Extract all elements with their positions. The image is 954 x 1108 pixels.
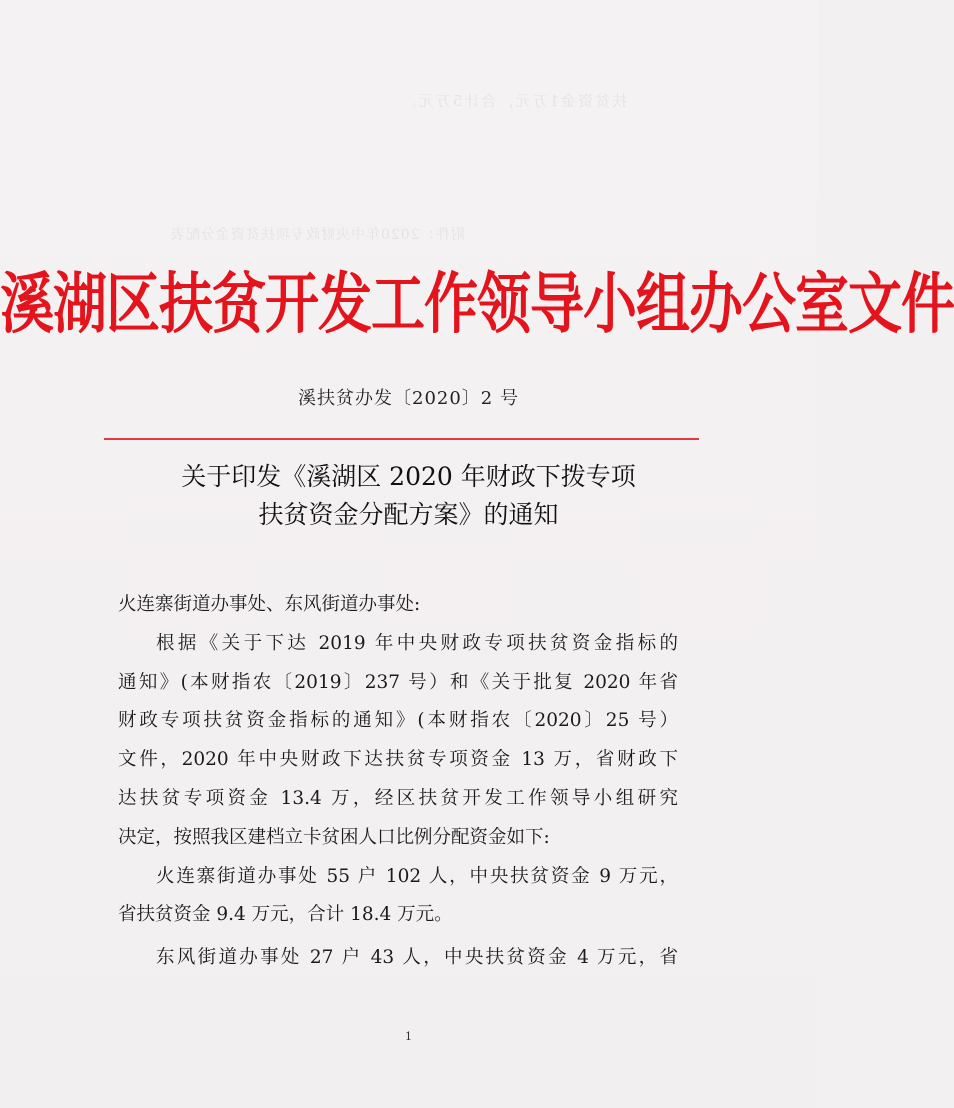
paragraph-line: 财政专项扶贫资金指标的通知》(本财指农〔2020〕25 号） (118, 710, 678, 732)
document-number: 溪扶贫办发〔2020〕2 号 (298, 388, 519, 409)
bleed-through-text-2: 附件：2020年中央财政专项扶贫资金分配表 (170, 227, 465, 243)
paragraph-line: 通知》(本财指农〔2019〕237 号）和《关于批复 2020 年省 (118, 671, 678, 693)
paragraph-line: 省扶贫资金 9.4 万元，合计 18.4 万元。 (118, 904, 453, 926)
notice-title (0, 458, 817, 534)
paragraph-line: 根据《关于下达 2019 年中央财政专项扶贫资金指标的 (156, 632, 678, 654)
page-number: 1 (405, 1030, 412, 1043)
paragraph-line: 决定，按照我区建档立卡贫困人口比例分配资金如下: (118, 826, 550, 848)
document-body (118, 586, 678, 978)
paragraph-funding-basis (118, 625, 678, 858)
addressee: 火连寨街道办事处、东风街道办事处: (118, 594, 421, 615)
paragraph-huolianzhai-allocation (118, 858, 678, 936)
paragraph-line: 火连寨街道办事处 55 户 102 人，中央扶贫资金 9 万元， (156, 865, 678, 887)
paragraph-line: 文件，2020 年中央财政下达扶贫专项资金 13 万，省财政下 (118, 749, 678, 771)
paragraph-dongfeng-allocation (118, 939, 678, 978)
notice-title-line-1: 关于印发《溪湖区 2020 年财政下拨专项 (181, 462, 636, 491)
red-header-title: 溪湖区扶贫开发工作领导小组办公室文件 (0, 265, 954, 343)
red-divider-line (104, 438, 699, 440)
paragraph-line: 东风街道办事处 27 户 43 人，中央扶贫资金 4 万元，省 (156, 947, 678, 969)
bleed-through-text-1: 扶贫资金1万元，合计5万元。 (400, 92, 628, 110)
notice-title-line-2: 扶贫资金分配方案》的通知 (258, 500, 559, 529)
paragraph-line: 达扶贫专项资金 13.4 万，经区扶贫开发工作领导小组研究 (118, 787, 678, 809)
